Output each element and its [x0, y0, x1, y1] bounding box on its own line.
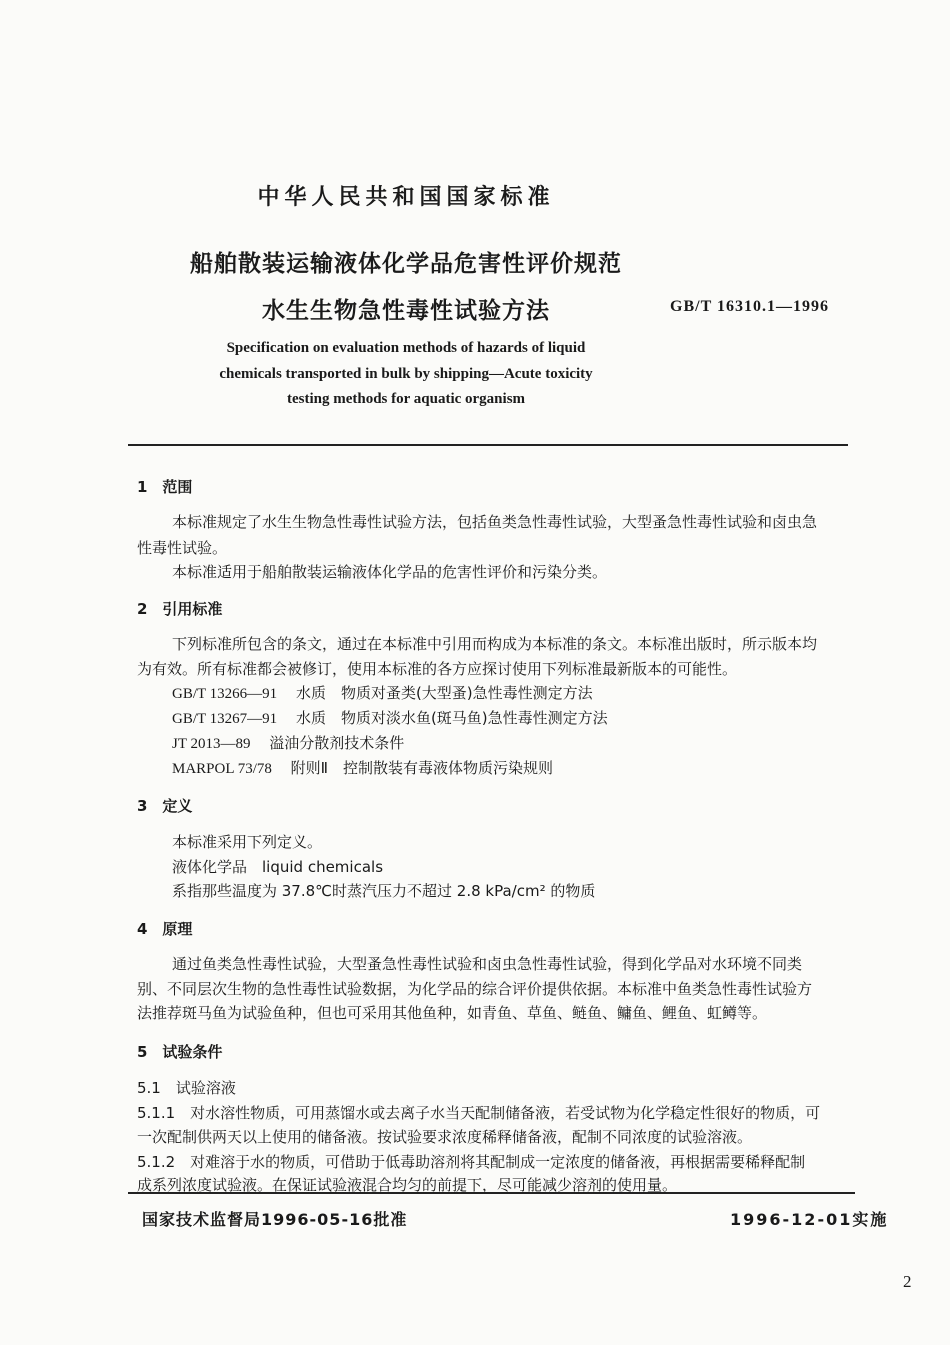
clause-5-1-1-line-2: 一次配制供两天以上使用的储备液。按试验要求浓度稀释储备液，配制不同浓度的试验溶液。 [137, 1128, 753, 1146]
reference-title: 附则Ⅱ 控制散装有毒液体物质污染规则 [290, 759, 554, 777]
reference-title: 水质 物质对淡水鱼(斑马鱼)急性毒性测定方法 [295, 709, 608, 727]
reference-item [172, 757, 553, 778]
reference-code: GB/T 13267—91 [172, 711, 278, 727]
reference-code: JT 2013—89 [172, 736, 251, 752]
implementation-note: 1996-12-01实施 [730, 1210, 889, 1229]
approval-note: 国家技术监督局1996-05-16批准 [142, 1210, 408, 1229]
reference-item [172, 682, 593, 703]
section-3-heading: 3 定义 [137, 797, 193, 815]
section-4-paragraph-line-3: 法推荐斑马鱼为试验鱼种，但也可采用其他鱼种，如青鱼、草鱼、鲢鱼、鳙鱼、鲤鱼、虹鳟等。 [137, 1004, 768, 1022]
reference-item [172, 732, 404, 753]
title-cn-line-1: 船舶散装运输液体化学品危害性评价规范 [190, 251, 622, 277]
clause-5-1-2-line-2: 成系列浓度试验液。在保证试验液混合均匀的前提下，尽可能减少溶剂的使用量。 [137, 1176, 678, 1194]
clause-5-1-2-line-1: 5.1.2 对难溶于水的物质，可借助于低毒助溶剂将其配制成一定浓度的储备液，再根据需要稀释配制 [137, 1153, 806, 1171]
clause-5-1-1-line-1: 5.1.1 对水溶性物质，可用蒸馏水或去离子水当天配制储备液，若受试物为化学稳定性很好的物质，可 [137, 1104, 821, 1122]
reference-item [172, 707, 608, 728]
title-en-line-3: testing methods for aquatic organism [286, 391, 526, 407]
reference-code: MARPOL 73/78 [172, 761, 272, 777]
standard-number: GB/T 16310.1—1996 [670, 298, 829, 315]
reference-code: GB/T 13266—91 [172, 686, 278, 702]
header-rule [128, 444, 848, 446]
section-5-heading: 5 试验条件 [137, 1043, 223, 1061]
definition-text: 系指那些温度为 37.8℃时蒸汽压力不超过 2.8 kPa/cm² 的物质 [172, 882, 596, 900]
section-2-paragraph-line-1: 下列标准所包含的条文，通过在本标准中引用而构成为本标准的条文。本标准出版时，所示版本均 [172, 635, 818, 653]
definition-term: 液体化学品 liquid chemicals [172, 858, 384, 876]
footer-rule [128, 1192, 855, 1194]
reference-title: 溢油分散剂技术条件 [269, 734, 405, 752]
title-cn-line-2: 水生生物急性毒性试验方法 [262, 298, 550, 324]
page-number: 2 [903, 1272, 912, 1291]
national-standard-heading: 中华人民共和国国家标准 [257, 185, 555, 210]
section-1-paragraph-1-line-1: 本标准规定了水生生物急性毒性试验方法，包括鱼类急性毒性试验，大型蚤急性毒性试验和卤虫急 [172, 513, 818, 531]
section-4-heading: 4 原理 [137, 920, 193, 938]
title-en-line-2: chemicals transported in bulk by shipping—Acute toxicity [219, 366, 593, 382]
section-1-paragraph-1-line-2: 性毒性试验。 [137, 539, 228, 557]
reference-title: 水质 物质对蚤类(大型蚤)急性毒性测定方法 [295, 684, 593, 702]
section-1-paragraph-2: 本标准适用于船舶散装运输液体化学品的危害性评价和污染分类。 [172, 563, 608, 581]
section-2-paragraph-line-2: 为有效。所有标准都会被修订，使用本标准的各方应探讨使用下列标准最新版本的可能性。 [137, 660, 738, 678]
section-3-paragraph: 本标准采用下列定义。 [172, 833, 323, 851]
subsection-5-1-heading: 5.1 试验溶液 [137, 1079, 236, 1097]
section-1-heading: 1 范围 [137, 478, 193, 496]
section-4-paragraph-line-2: 别、不同层次生物的急性毒性试验数据，为化学品的综合评价提供依据。本标准中鱼类急性毒性试验方 [137, 980, 813, 998]
section-4-paragraph-line-1: 通过鱼类急性毒性试验，大型蚤急性毒性试验和卤虫急性毒性试验，得到化学品对水环境不同类 [172, 955, 803, 973]
title-en-line-1: Specification on evaluation methods of hazards of liquid [226, 340, 586, 356]
section-2-heading: 2 引用标准 [137, 600, 223, 618]
